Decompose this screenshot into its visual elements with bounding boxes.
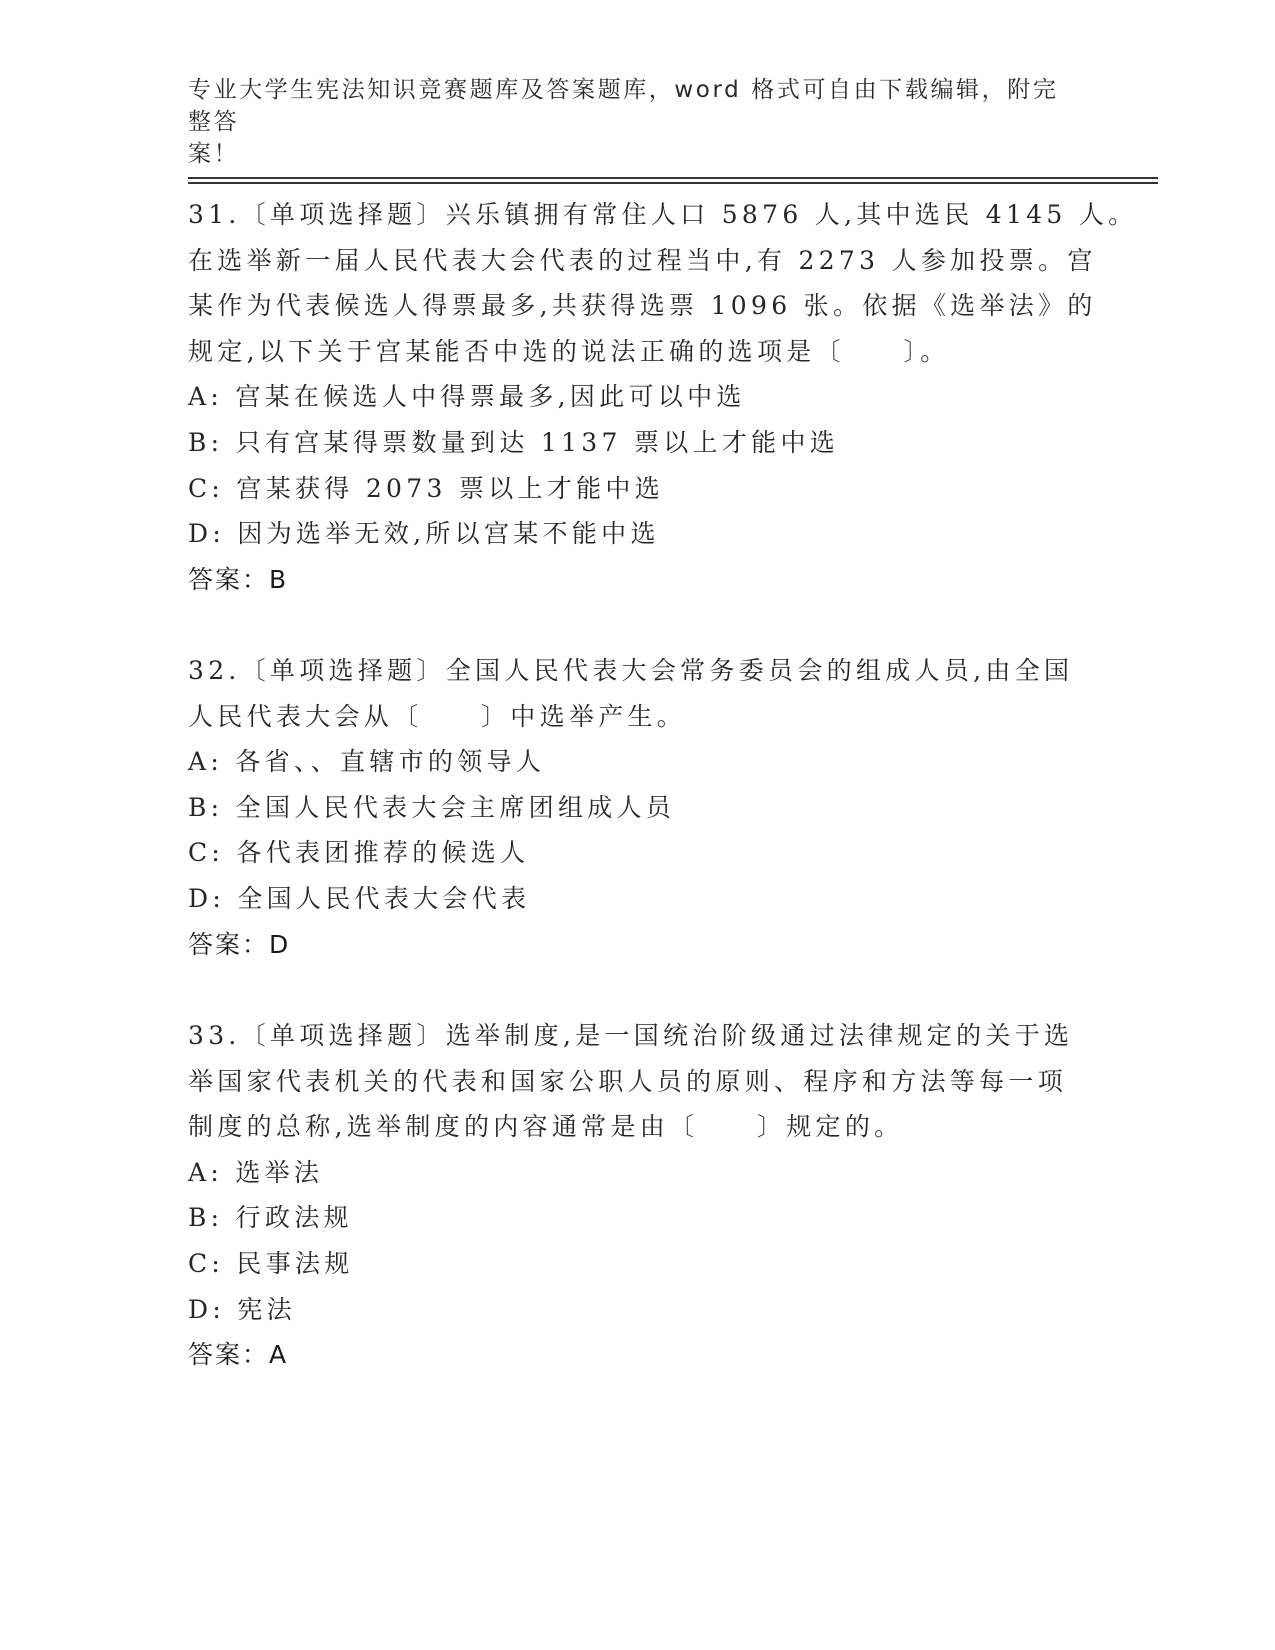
answer-label: 答案：D: [188, 929, 291, 959]
option-d: D: 全国人民代表大会代表: [188, 883, 531, 913]
option-c: C: 宫某获得 2073 票以上才能中选: [188, 473, 665, 503]
option-a: A: 宫某在候选人中得票最多,因此可以中选: [188, 382, 746, 412]
option-c: C: 各代表团推荐的候选人: [188, 838, 530, 868]
answer-label: 答案：A: [188, 1340, 289, 1370]
question-stem-line: 制度的总称,选举制度的内容通常是由〔 〕规定的。: [188, 1112, 904, 1142]
option-d: D: 因为选举无效,所以宫某不能中选: [188, 519, 660, 549]
document-header: [188, 74, 1068, 170]
option-c: C: 民事法规: [188, 1248, 354, 1278]
question-32: [188, 648, 1074, 967]
question-stem-line: 在选举新一届人民代表大会代表的过程当中,有 2273 人参加投票。宫: [188, 245, 1097, 275]
header-divider-top: [188, 177, 1158, 179]
question-33: [188, 1013, 1074, 1378]
header-divider-bottom: [188, 182, 1158, 184]
option-a: A: 各省、、直辖市的领导人: [188, 747, 546, 777]
question-stem-line: 人民代表大会从〔 〕中选举产生。: [188, 701, 687, 731]
option-b: B: 只有宫某得票数量到达 1137 票以上才能中选: [188, 427, 840, 457]
answer-label: 答案：B: [188, 564, 289, 594]
header-line-1: 专业大学生宪法知识竞赛题库及答案题库，word 格式可自由下载编辑，附完整答: [188, 77, 1059, 135]
option-d: D: 宪法: [188, 1294, 296, 1324]
question-stem-line: 31.〔单项选择题〕兴乐镇拥有常住人口 5876 人,其中选民 4145 人。: [188, 200, 1138, 229]
header-line-2: 案！: [188, 141, 240, 167]
option-a: A: 选举法: [188, 1157, 324, 1187]
question-stem-line: 32.〔单项选择题〕全国人民代表大会常务委员会的组成人员,由全国: [188, 656, 1074, 685]
option-b: B: 全国人民代表大会主席团组成人员: [188, 792, 676, 822]
question-stem-line: 某作为代表候选人得票最多,共获得选票 1096 张。依据《选举法》的: [188, 291, 1097, 321]
question-31: [188, 192, 1138, 602]
option-b: B: 行政法规: [188, 1203, 353, 1233]
question-stem-line: 举国家代表机关的代表和国家公职人员的原则、程序和方法等每一项: [188, 1066, 1068, 1096]
question-stem-line: 33.〔单项选择题〕选举制度,是一国统治阶级通过法律规定的关于选: [188, 1021, 1074, 1050]
question-stem-line: 规定,以下关于宫某能否中选的说法正确的选项是〔 〕。: [188, 336, 950, 366]
